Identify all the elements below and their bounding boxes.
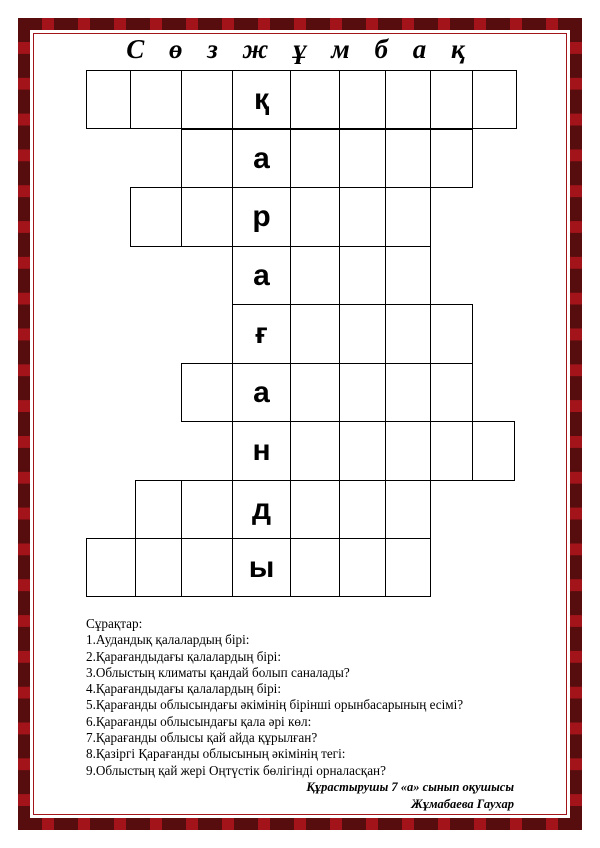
key-letter-cell: р [232, 187, 291, 247]
question-item: 8.Қазіргі Қарағанды облысының әкімінің тегі: [86, 746, 346, 762]
question-item: 1.Аудандық қалалардың бірі: [86, 632, 250, 648]
question-item: 4.Қарағандыдағы қалалардың бірі: [86, 681, 282, 697]
crossword-cell [290, 538, 340, 597]
question-item: 9.Облыстың қай жері Оңтүстік бөлігінді орналасқан? [86, 762, 386, 778]
crossword-cell [472, 70, 517, 129]
crossword-cell [385, 70, 431, 129]
key-letter-cell: қ [232, 70, 291, 129]
crossword-cell [181, 70, 233, 129]
key-letter-cell: ғ [232, 304, 291, 364]
crossword-cell [385, 363, 431, 422]
crossword-cell [339, 246, 386, 305]
crossword-cell [86, 70, 131, 129]
crossword-cell [181, 538, 233, 597]
crossword-cell [290, 363, 340, 422]
crossword-cell [339, 187, 386, 247]
crossword-cell [385, 480, 431, 539]
crossword-cell [181, 363, 233, 422]
crossword-cell [385, 129, 431, 188]
crossword-cell [339, 538, 386, 597]
crossword-cell [86, 538, 136, 597]
crossword-cell [430, 421, 473, 481]
crossword-cell [290, 246, 340, 305]
crossword-cell [290, 187, 340, 247]
crossword-cell [339, 70, 386, 129]
author-role: Құрастырушы 7 «а» сынып оқушысы [306, 780, 514, 794]
crossword-cell [430, 363, 473, 422]
crossword-cell [290, 129, 340, 188]
crossword-cell [430, 304, 473, 364]
crossword-cell [130, 187, 182, 247]
crossword-cell [385, 304, 431, 364]
crossword-cell [135, 538, 182, 597]
crossword-cell [339, 363, 386, 422]
key-letter-cell: а [232, 363, 291, 422]
questions-heading: Сұрақтар: [86, 616, 143, 631]
key-letter-cell: н [232, 421, 291, 481]
crossword-cell [290, 421, 340, 481]
key-letter-cell: ы [232, 538, 291, 597]
crossword-cell [472, 421, 515, 481]
crossword-cell [385, 246, 431, 305]
key-letter-cell: а [232, 129, 291, 188]
crossword-cell [385, 421, 431, 481]
question-item: 3.Облыстың климаты қандай болып саналады? [86, 664, 350, 680]
crossword-cell [339, 480, 386, 539]
question-item: 7.Қарағанды облысы қай айда құрылған? [86, 730, 318, 746]
crossword-cell [290, 70, 340, 129]
crossword-cell [385, 187, 431, 247]
crossword-cell [135, 480, 182, 539]
question-item: 5.Қарағанды облысындағы әкімінің бірінші орынбасарының есімі? [86, 697, 464, 713]
crossword-cell [130, 70, 182, 129]
crossword-cell [385, 538, 431, 597]
crossword-cell [181, 187, 233, 247]
page-title: С ө з ж ұ м б а қ [126, 34, 474, 64]
question-item: 6.Қарағанды облысындағы қала әрі көл: [86, 713, 312, 729]
crossword-cell [430, 70, 473, 129]
author-credit [306, 779, 514, 813]
crossword-cell [339, 421, 386, 481]
key-letter-cell: а [232, 246, 291, 305]
crossword-cell [290, 304, 340, 364]
crossword-cell [339, 129, 386, 188]
crossword-cell [290, 480, 340, 539]
question-item: 2.Қарағандыдағы қалалардың бірі: [86, 648, 282, 664]
crossword-cell [339, 304, 386, 364]
crossword-cell [430, 129, 473, 188]
crossword-cell [181, 480, 233, 539]
key-letter-cell: д [232, 480, 291, 539]
author-name: Жұмабаева Гаухар [411, 797, 514, 811]
questions-section [86, 616, 556, 779]
crossword-cell [181, 129, 233, 188]
